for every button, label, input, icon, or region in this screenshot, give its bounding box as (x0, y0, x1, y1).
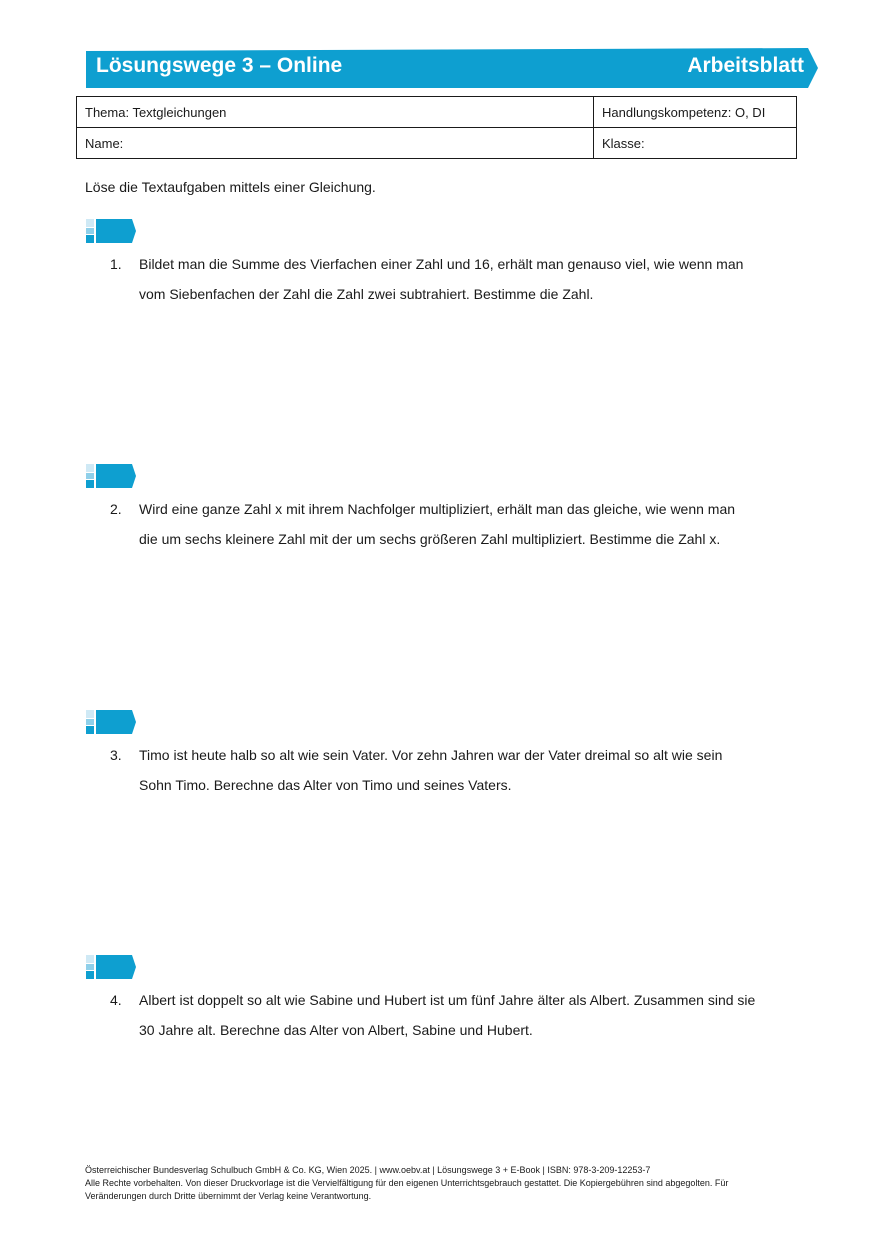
info-row-topic (77, 97, 797, 128)
footer (85, 1164, 805, 1203)
task-2 (110, 494, 810, 554)
task-text-line: 30 Jahre alt. Berechne das Alter von Albert, Sabine und Hubert. (139, 1022, 533, 1038)
task-number: 2. (110, 501, 122, 517)
task-text-line: vom Siebenfachen der Zahl die Zahl zwei subtrahiert. Bestimme die Zahl. (139, 286, 594, 302)
footer-line: Österreichischer Bundesverlag Schulbuch GmbH & Co. KG, Wien 2025. | www.oebv.at | Lösungswege 3 + E-Book | ISBN: 978-3-209-12253-7 (85, 1165, 651, 1175)
header-banner (86, 48, 818, 88)
competence-cell: Handlungskompetenz: O, DI (594, 97, 797, 128)
task-1 (110, 249, 810, 309)
footer-line: Veränderungen durch Dritte übernimmt der Verlag keine Verantwortung. (85, 1191, 372, 1201)
task-marker-icon (86, 464, 138, 488)
footer-line: Alle Rechte vorbehalten. Von dieser Druckvorlage ist die Vervielfältigung für den eigenen Unterrichtsgebrauch gestattet. Die Kopiergebühren sind abgegolten. Für (85, 1178, 729, 1188)
info-row-name (77, 128, 797, 159)
task-marker-icon (86, 955, 138, 979)
task-text-line: Timo ist heute halb so alt wie sein Vater. Vor zehn Jahren war der Vater dreimal so alt wie sein (139, 747, 723, 763)
page-title: Lösungswege 3 – Online (96, 54, 343, 77)
task-3 (110, 740, 810, 800)
task-text-line: Albert ist doppelt so alt wie Sabine und Hubert ist um fünf Jahre älter als Albert. Zusammen sind sie (139, 992, 756, 1008)
task-marker-icon (86, 710, 138, 734)
name-field[interactable]: Name: (77, 128, 594, 159)
task-number: 3. (110, 747, 122, 763)
topic-cell: Thema: Textgleichungen (77, 97, 594, 128)
task-number: 4. (110, 992, 122, 1008)
task-text-line: Bildet man die Summe des Vierfachen einer Zahl und 16, erhält man genauso viel, wie wenn man (139, 256, 744, 272)
document-type: Arbeitsblatt (687, 54, 804, 77)
instruction-text: Löse die Textaufgaben mittels einer Gleichung. (85, 179, 376, 195)
task-text-line: die um sechs kleinere Zahl mit der um sechs größeren Zahl multipliziert. Bestimme die Zahl x. (139, 531, 721, 547)
info-table (76, 96, 797, 159)
task-marker-icon (86, 219, 138, 243)
class-field[interactable]: Klasse: (594, 128, 797, 159)
task-text-line: Sohn Timo. Berechne das Alter von Timo und seines Vaters. (139, 777, 512, 793)
task-text-line: Wird eine ganze Zahl x mit ihrem Nachfolger multipliziert, erhält man das gleiche, wie wenn man (139, 501, 736, 517)
task-number: 1. (110, 256, 122, 272)
task-4 (110, 985, 810, 1045)
